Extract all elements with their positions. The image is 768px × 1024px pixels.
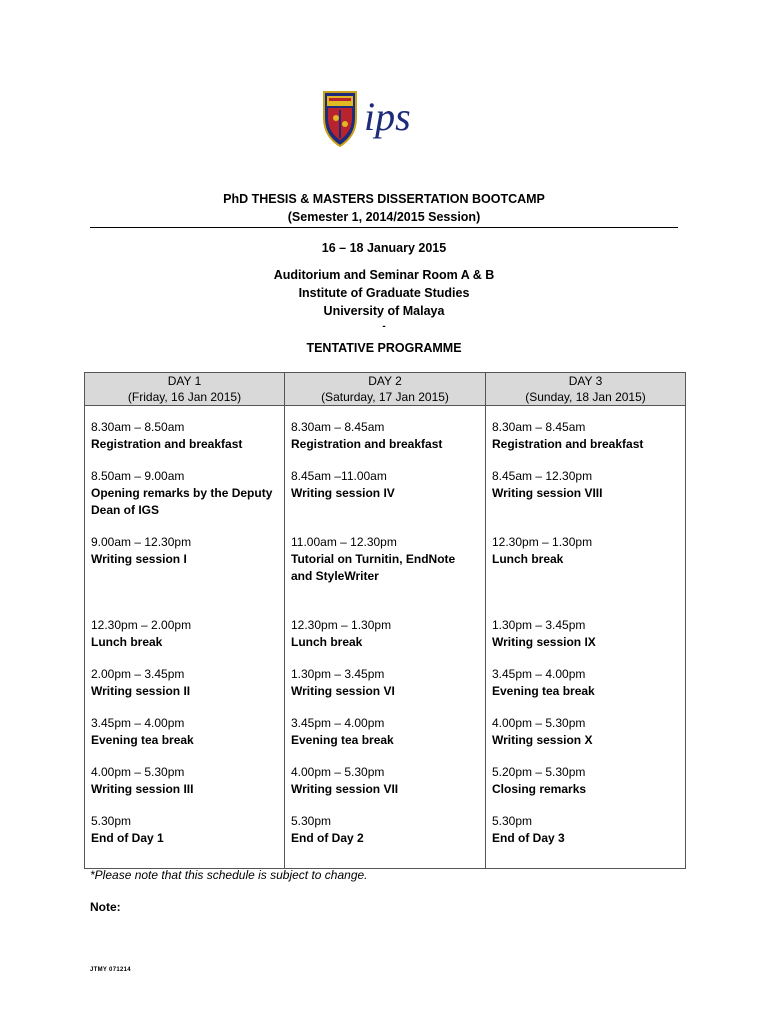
slot-activity: End of Day 1	[91, 831, 164, 845]
slot-activity: Evening tea break	[91, 733, 194, 747]
slot-activity: Writing session VI	[291, 684, 395, 698]
schedule-slot	[291, 534, 479, 585]
slot-time: 3.45pm – 4.00pm	[291, 716, 385, 730]
day-3-label: DAY 3	[568, 374, 603, 388]
slot-activity: Evening tea break	[492, 684, 595, 698]
schedule-slot	[291, 764, 479, 798]
note-label: Note:	[90, 900, 121, 914]
schedule-slot	[291, 468, 479, 502]
slot-activity: Lunch break	[492, 552, 564, 566]
day-1-label: DAY 1	[167, 374, 202, 388]
slot-time: 1.30pm – 3.45pm	[492, 618, 586, 632]
schedule-slot	[492, 534, 679, 568]
slot-time: 11.00am – 12.30pm	[291, 535, 397, 549]
logo-text: ips	[364, 94, 411, 139]
schedule-slot	[91, 764, 278, 798]
slot-time: 4.00pm – 5.30pm	[291, 765, 385, 779]
schedule-slot	[492, 764, 679, 798]
programme-table	[84, 372, 686, 869]
slot-activity: Tutorial on Turnitin, EndNote and StyleWriter	[291, 552, 456, 583]
schedule-slot	[492, 813, 679, 847]
schedule-slot	[492, 468, 679, 502]
slot-activity: Writing session III	[91, 782, 194, 796]
day-2-label: DAY 2	[368, 374, 402, 388]
slot-activity: Opening remarks by the Deputy Dean of IGS	[91, 486, 273, 517]
slot-time: 8.30am – 8.45am	[291, 420, 385, 434]
slot-activity: End of Day 2	[291, 831, 364, 845]
schedule-slot	[91, 534, 278, 568]
slot-activity: Lunch break	[291, 635, 363, 649]
day-2-header	[285, 373, 486, 406]
slot-activity: Writing session VIII	[492, 486, 603, 500]
slot-activity: Writing session IX	[492, 635, 596, 649]
day-1-header	[85, 373, 285, 406]
day-3-header	[486, 373, 686, 406]
schedule-slot	[91, 419, 278, 453]
schedule-slot	[291, 715, 479, 749]
schedule-slot	[492, 666, 679, 700]
schedule-slot	[492, 419, 679, 453]
slot-time: 2.00pm – 3.45pm	[91, 667, 185, 681]
slot-activity: Evening tea break	[291, 733, 394, 747]
schedule-slot	[91, 666, 278, 700]
slot-time: 4.00pm – 5.30pm	[492, 716, 586, 730]
slot-activity: End of Day 3	[492, 831, 565, 845]
slot-time: 12.30pm – 2.00pm	[91, 618, 192, 632]
venue-line-1: Auditorium and Seminar Room A & B	[273, 268, 495, 282]
schedule-slot	[91, 617, 278, 651]
slot-time: 8.45am – 12.30pm	[492, 469, 593, 483]
table-header-row	[85, 373, 686, 406]
day-1-date: (Friday, 16 Jan 2015)	[127, 390, 242, 404]
venue-line-2: Institute of Graduate Studies	[298, 286, 470, 300]
separator-dash: -	[382, 321, 386, 332]
slot-time: 1.30pm – 3.45pm	[291, 667, 385, 681]
slot-time: 5.30pm	[91, 814, 132, 828]
slot-time: 12.30pm – 1.30pm	[291, 618, 392, 632]
slot-time: 5.30pm	[291, 814, 332, 828]
slot-time: 8.50am – 9.00am	[91, 469, 185, 483]
slot-activity: Writing session IV	[291, 486, 395, 500]
slot-time: 8.30am – 8.50am	[91, 420, 185, 434]
slot-time: 8.30am – 8.45am	[492, 420, 586, 434]
day-1-column	[85, 406, 285, 869]
slot-activity: Writing session I	[91, 552, 187, 566]
day-3-column	[486, 406, 686, 869]
document-title: PhD THESIS & MASTERS DISSERTATION BOOTCAMP	[223, 192, 545, 206]
day-2-column	[285, 406, 486, 869]
slot-time: 5.20pm – 5.30pm	[492, 765, 586, 779]
schedule-slot	[492, 617, 679, 651]
schedule-slot	[91, 468, 278, 519]
slot-activity: Closing remarks	[492, 782, 587, 796]
schedule-slot	[91, 813, 278, 847]
slot-activity: Writing session X	[492, 733, 593, 747]
slot-time: 8.45am –11.00am	[291, 469, 387, 483]
schedule-slot	[291, 666, 479, 700]
day-3-date: (Sunday, 18 Jan 2015)	[525, 390, 646, 404]
schedule-disclaimer: *Please note that this schedule is subject to change.	[90, 868, 368, 882]
schedule-slot	[291, 617, 479, 651]
slot-activity: Registration and breakfast	[91, 437, 243, 451]
slot-time: 12.30pm – 1.30pm	[492, 535, 593, 549]
session-subtitle: (Semester 1, 2014/2015 Session)	[287, 210, 481, 224]
schedule-slot	[492, 715, 679, 749]
day-2-date: (Saturday, 17 Jan 2015)	[321, 390, 449, 404]
slot-time: 4.00pm – 5.30pm	[91, 765, 185, 779]
slot-time: 9.00am – 12.30pm	[91, 535, 192, 549]
slot-time: 5.30pm	[492, 814, 533, 828]
slot-activity: Registration and breakfast	[291, 437, 443, 451]
schedule-slot	[91, 715, 278, 749]
schedule-slot	[291, 419, 479, 453]
schedule-slot	[291, 813, 479, 847]
header-divider	[90, 227, 678, 228]
slot-time: 3.45pm – 4.00pm	[91, 716, 185, 730]
table-body-row	[85, 406, 686, 869]
programme-heading: TENTATIVE PROGRAMME	[306, 341, 462, 355]
document-code: JTMY 071214	[90, 967, 131, 973]
slot-activity: Writing session II	[91, 684, 191, 698]
venue-line-3: University of Malaya	[323, 304, 445, 318]
event-dates: 16 – 18 January 2015	[321, 241, 447, 255]
slot-activity: Registration and breakfast	[492, 437, 644, 451]
slot-time: 3.45pm – 4.00pm	[492, 667, 586, 681]
slot-activity: Lunch break	[91, 635, 163, 649]
slot-activity: Writing session VII	[291, 782, 399, 796]
ips-logo	[318, 88, 438, 150]
